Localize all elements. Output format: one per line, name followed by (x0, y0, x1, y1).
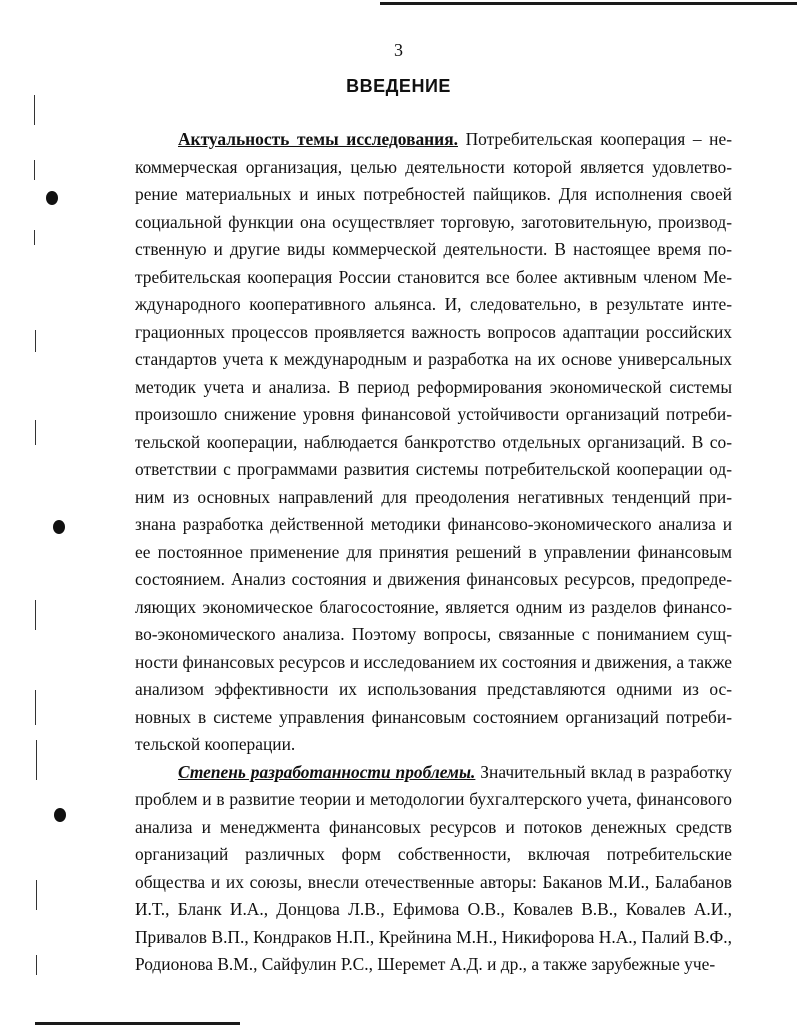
scan-edge-top (380, 2, 797, 5)
margin-mark (36, 880, 37, 910)
margin-mark (34, 95, 35, 125)
paragraph-degree (135, 759, 732, 979)
margin-mark (35, 690, 36, 725)
margin-mark (34, 160, 35, 180)
margin-mark (35, 330, 36, 352)
margin-mark (35, 420, 36, 445)
paragraph-text: Потребительская кооперация – некоммерческая организация, целью деятельности которой является удовлетворение материальных и иных потребностей пайщиков. Для исполнения своей социальной функции она осуществляет торговую, заготовительную, производственную и другие виды коммерческой деятельности. В настоящее время потребительская кооперация России становится все более активным членом Международного кооперативного альянса. И, следовательно, в результате интеграционных процессов проявляется важность вопросов адаптации российских стандартов учета к международным и разработка на их основе универсальных методик учета и анализа. В период реформирования экономической системы произошло снижение уровня финансовой устойчивости организаций потребительской кооперации, наблюдается банкротство отдельных организаций. В соответствии с программами развития системы потребительской кооперации одним из основных направлений для преодоления негативных тенденций признана разработка действенной методики финансово-экономического анализа и ее постоянное применение для принятия решений в управлении финансовым состоянием. Анализ состояния и движения финансовых ресурсов, предопределяющих экономическое благосостояние, является одним из разделов финансово-экономического анализа. Поэтому вопросы, связанные с пониманием сущности финансовых ресурсов и исследованием их состояния и движения, а также анализом эффективности их использования представляются одними из основных в системе управления финансовым состоянием организаций потребительской кооперации. (135, 129, 733, 754)
paragraph-lead: Степень разработанности проблемы. (178, 761, 476, 782)
scan-edge-bottom (35, 1022, 240, 1025)
paragraph-relevance (135, 126, 732, 759)
page-title: ВВЕДЕНИЕ (346, 76, 451, 96)
margin-mark (35, 600, 36, 630)
margin-mark (36, 740, 37, 780)
binding-hole (54, 808, 66, 822)
binding-hole (53, 520, 65, 534)
margin-mark (34, 230, 35, 245)
page-number: 3 (394, 40, 403, 60)
document-body (135, 126, 732, 979)
margin-mark (36, 955, 37, 975)
binding-hole (46, 191, 58, 205)
paragraph-text: Значительный вклад в разработку проблем и в развитие теории и методологии бухгалтерского учета, финансового анализа и менеджмента финансовых ресурсов и потоков денежных средств организаций различных форм собственности, включая потребительские общества и их союзы, внесли отечественные авторы: Баканов М.И., Балабанов И.Т., Бланк И.А., Донцова Л.В., Ефимова О.В., Ковалев В.В., Ковалев А.И., Привалов В.П., Кондраков Н.П., Крейнина М.Н., Никифорова Н.А., Палий В.Ф., Родионова В.М., Сайфулин Р.С., Шеремет А.Д. и др., а также зарубежные уче- (135, 761, 732, 974)
paragraph-lead: Актуальность темы исследования. (178, 129, 458, 149)
